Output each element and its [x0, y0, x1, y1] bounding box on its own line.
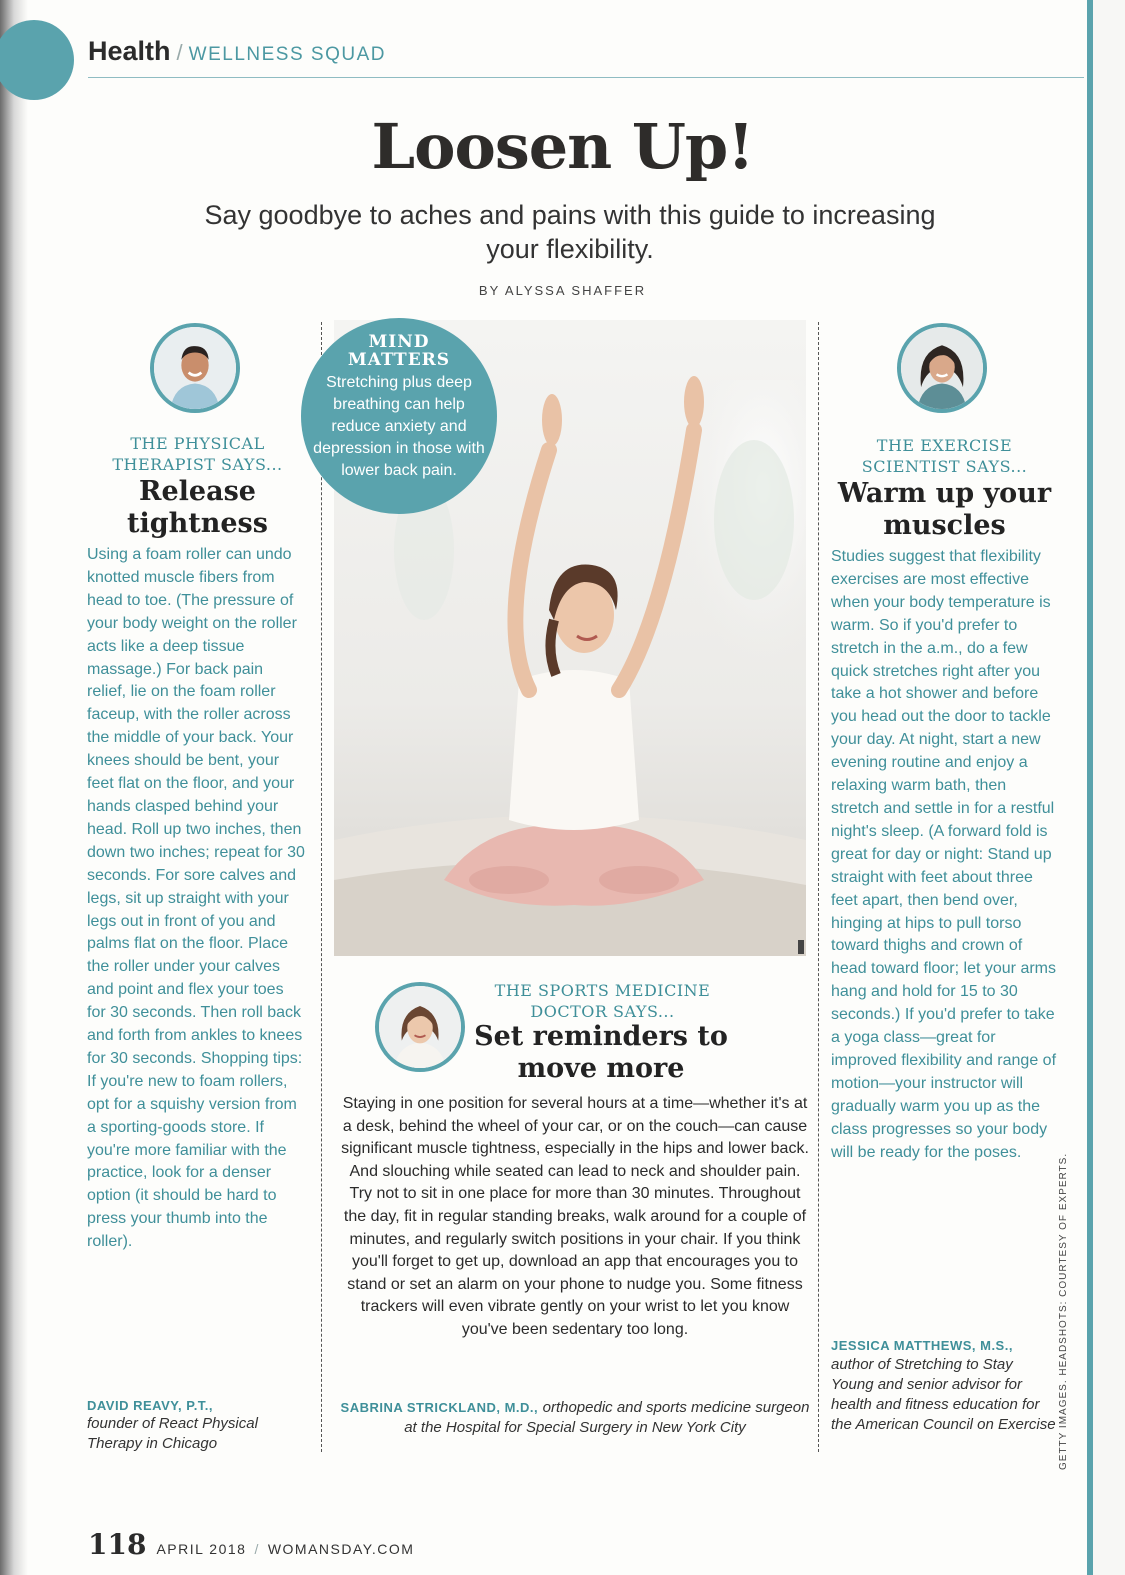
footer-divider: / — [254, 1541, 260, 1557]
left-kicker: THE PHYSICAL THERAPIST SAYS... — [112, 434, 283, 474]
section-header — [88, 36, 386, 67]
page-number: 118 — [88, 1528, 147, 1561]
center-credit-name: SABRINA STRICKLAND, M.D., — [340, 1400, 539, 1415]
section-tab-marker — [0, 20, 74, 100]
callout-body: Stretching plus deep breathing can help reduce anxiety and depression in those with lower back pain. — [313, 374, 485, 479]
left-body-text: Using a foam roller can undo knotted muscle fibers from head to toe. (The pressure of your body weight on the roller acts like a deep tissue massage.) For back pain relief, lie on the foam roller faceup, with the roller across the middle of your back. Your knees should be bent, your feet flat on the floor, and your hands clasped behind your head. Roll up two inches, then down two inches; repeat for 30 seconds. For sore calves and legs, sit up straight with your legs out in front of you and palms flat on the floor. Place the roller under your calves and point and flex your toes for 30 seconds. Then roll back and forth from ankles to knees for 30 seconds. Shopping tips: If you're new to foam rollers, opt for a squishy version from a sporting-goods store. If you're more familiar with the practice, look for a denser option (it should be hard to press your thumb into the roller). — [87, 546, 305, 1251]
center-body-text: Staying in one position for several hours at a time—whether it's at a desk, behind the wheel of your car, or on the couch—can cause significant muscle tightness, especially in the hips and lower back. And slouching while seated can lead to neck and shoulder pain. Try not to sit in one place for more than 30 minutes. Throughout the day, fit in regular standing breaks, walk around for a couple of minutes, and regularly switch positions in your chair. If you think you'll forget to get up, download an app that encourages you to stand or set an alarm on your phone to nudge you. Some fitness trackers will even vibrate gently on your wrist to let you know you've been sedentary too long. — [341, 1095, 809, 1338]
right-page-edge — [1093, 0, 1125, 1575]
issue-date: APRIL 2018 — [156, 1541, 247, 1557]
left-credit-name: DAVID REAVY, P.T., — [87, 1398, 214, 1413]
left-headline: Release tightness — [127, 476, 268, 539]
article-byline: BY ALYSSA SHAFFER — [478, 283, 647, 298]
center-credit — [340, 1398, 810, 1438]
article-title: Loosen Up! — [371, 110, 754, 183]
headshot-david-reavy — [150, 323, 240, 413]
section-divider: / — [176, 40, 183, 65]
header-rule — [88, 77, 1084, 78]
section-name: Health — [88, 36, 171, 66]
right-credit-description: author of Stretching to Stay Young and senior advisor for health and fitness education for the American Council on Exercise — [831, 1356, 1056, 1433]
center-kicker: THE SPORTS MEDICINE DOCTOR SAYS... — [494, 981, 711, 1021]
photo-credit: GETTY IMAGES. HEADSHOTS: COURTESY OF EXPERTS. — [1058, 1152, 1069, 1470]
column-divider-left — [321, 322, 322, 1452]
column-divider-right — [818, 322, 819, 1452]
headshot-sabrina-strickland — [375, 982, 465, 1072]
center-credit-description: orthopedic and sports medicine surgeon at the Hospital for Special Surgery in New York City — [404, 1399, 810, 1436]
website: WOMANSDAY.COM — [267, 1541, 415, 1557]
right-kicker: THE EXERCISE SCIENTIST SAYS... — [861, 436, 1028, 476]
article-dek: Say goodbye to aches and pains with this guide to increasing your flexibility. — [204, 200, 936, 264]
center-headline: Set reminders to move more — [474, 1021, 728, 1084]
mind-matters-callout — [301, 318, 497, 514]
page-footer — [88, 1528, 414, 1561]
headshot-jessica-matthews — [897, 323, 987, 413]
callout-title: MIND MATTERS — [347, 332, 451, 370]
left-credit-description: founder of React Physical Therapy in Chicago — [87, 1415, 258, 1452]
right-credit-name: JESSICA MATTHEWS, M.S., — [831, 1338, 1013, 1353]
right-body-text: Studies suggest that flexibility exercises are most effective when your body temperature is warm. So if you'd prefer to stretch in the a.m., do a few quick stretches right after you take a hot shower and before you head out the door to tackle your day. At night, start a new evening routine and enjoy a relaxing warm bath, then stretch and settle in for a restful night's sleep. (A forward fold is great for day or night: Stand up straight with feet about three feet apart, then bend over, hinging at hips to pull torso toward thighs and crown of head toward floor; let your arms hang and hold for 15 to 30 seconds.) If you'd prefer to take a yoga class—great for improved flexibility and range of motion—your instructor will gradually warm you up as the class progresses so your body will be ready for the poses. — [831, 548, 1057, 1161]
page-binding-shadow — [0, 0, 28, 1575]
subsection-name: WELLNESS SQUAD — [188, 44, 386, 65]
right-headline: Warm up your muscles — [837, 478, 1052, 541]
